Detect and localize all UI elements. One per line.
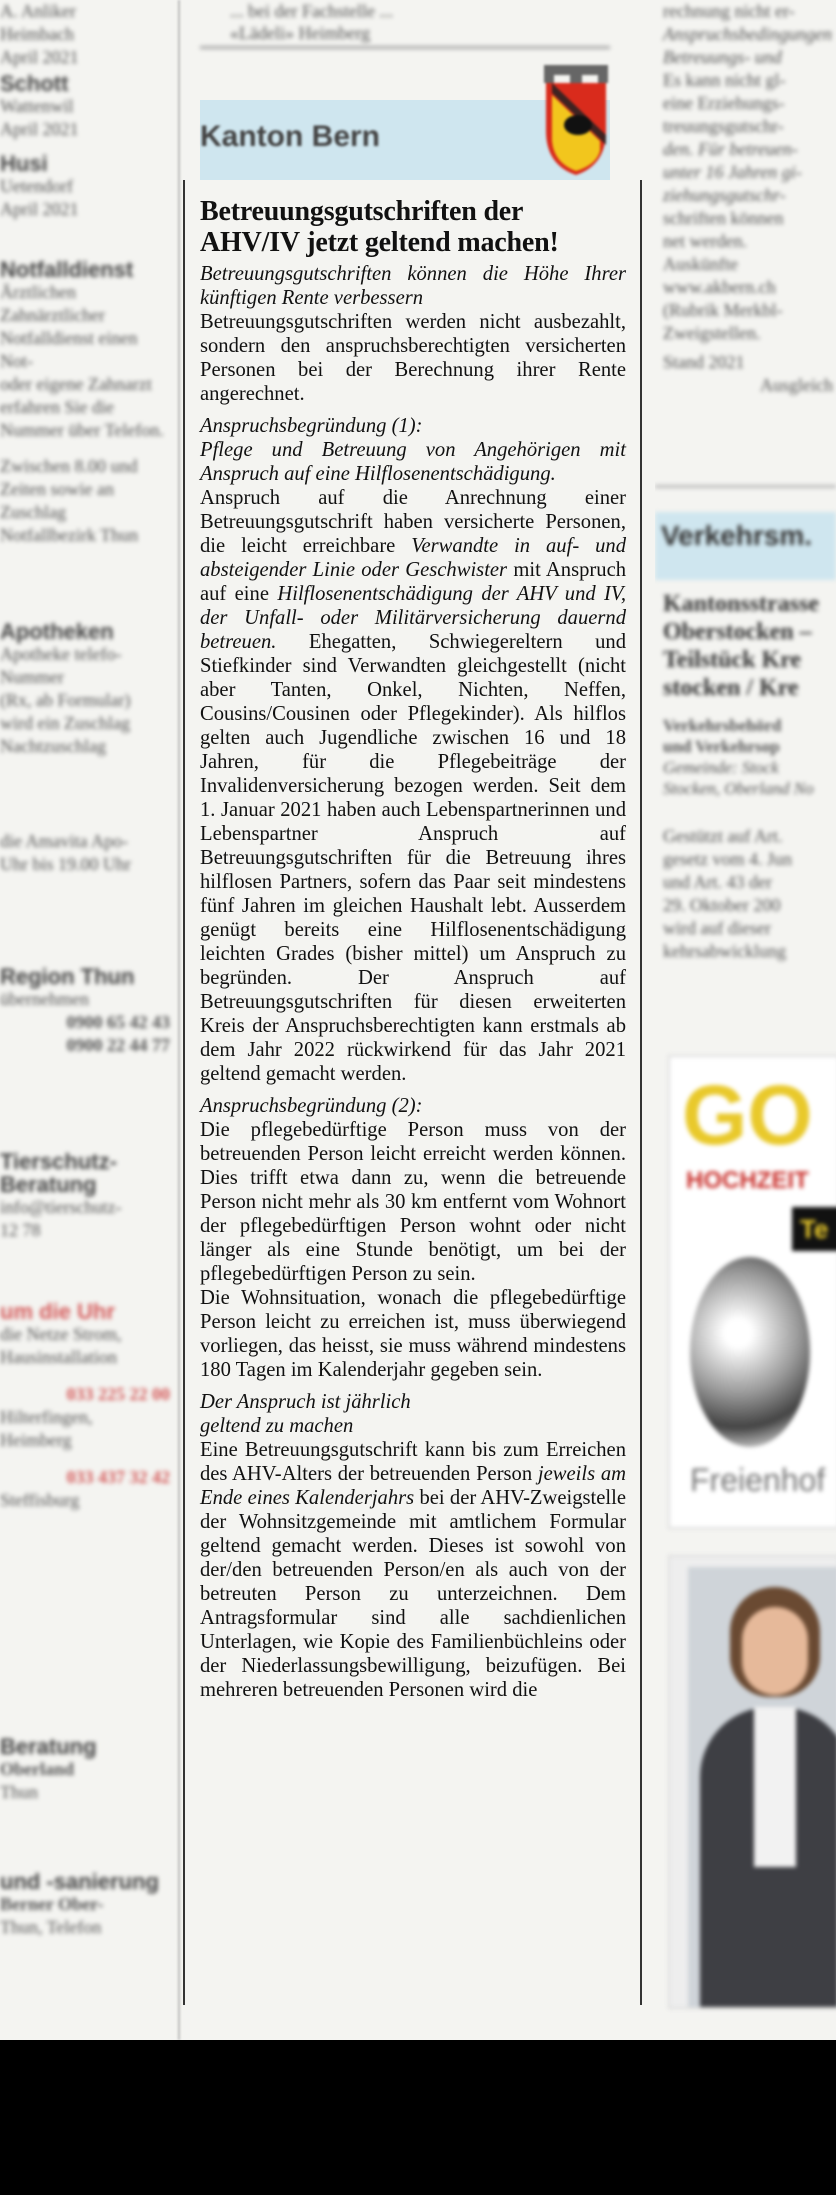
right-line: rechnung nicht er- (663, 1, 795, 21)
text-run: bei der AHV-Zweigstelle der Wohnsitzgemeinde mit amtlichem Formular geltend gemacht werden. Dieses ist sowohl von der/den betreuenden Person/en als auch von der betreuten Person zu unterzeichnen. Dem Antragsformular sind alle sachdienlichen Unterlagen, wie Kopie des Familienbüchleins oder der Niederlassungsbewilligung, beizufügen. Bei mehreren betreuenden Personen wird die (200, 1487, 626, 1701)
left-line: April 2021 (0, 47, 79, 67)
left-heading: Apotheken (0, 619, 114, 644)
left-line: 0900 22 44 77 (66, 1035, 170, 1055)
left-line: 033 225 22 00 (66, 1384, 170, 1404)
verkehr-title (663, 590, 836, 702)
left-block-9 (0, 1150, 170, 1242)
text-run: Eine Betreuungsgutschrift kann bis zum Erreichen des AHV-Alters der betreuenden Person (200, 1439, 626, 1485)
person-face (742, 1607, 808, 1695)
right-line: gesetz vom 4. Jun (663, 849, 792, 869)
right-line: Anspruchsbedingungen (663, 24, 832, 44)
right-line: ziehungsgutschr- (663, 185, 786, 205)
advertisement-photo[interactable] (668, 1555, 836, 2009)
right-line: wird auf dieser (663, 918, 771, 938)
left-block-7 (0, 830, 170, 876)
advertisement-jewellery[interactable] (668, 1055, 836, 1529)
left-line: Notfallbezirk Thun (0, 525, 139, 545)
left-block-11 (0, 1735, 170, 1804)
right-line: Verkehrsbehörd (663, 716, 782, 735)
left-heading: um die Uhr (0, 1299, 115, 1324)
left-block-5 (0, 455, 170, 547)
right-line: Kantonsstrasse (663, 591, 820, 617)
left-line: Zwischen 8.00 und (0, 456, 138, 476)
right-line: den. Für betreuen- (663, 139, 798, 159)
article-paragraph: Die Wohnsituation, wonach die pflegebedürftige Person leicht zu erreichen ist, muss überwiegend vorliegen, das heisst, sie muss während mindestens 180 Tagen im Kalenderjahr gegeben sein. (200, 1287, 626, 1381)
left-line: Wattenwil (0, 96, 74, 116)
right-line: Auskünfte (663, 254, 738, 274)
kanton-label: Kanton Bern (200, 120, 380, 153)
right-line: und Verkehrsop (663, 737, 780, 756)
left-line: Heimbach (0, 24, 74, 44)
right-line: kehrsabwicklung (663, 941, 786, 961)
left-block-12 (0, 1870, 170, 1939)
left-line: Notfalldienst einen Not- (0, 328, 138, 371)
left-line: April 2021 (0, 199, 79, 219)
left-line: Uetendorf (0, 176, 73, 196)
left-heading: Beratung (0, 1734, 97, 1759)
left-line: Zeiten sowie an (0, 479, 114, 499)
verkehr-header-bar (655, 512, 836, 580)
left-line: April 2021 (0, 119, 79, 139)
left-block-1 (0, 0, 170, 69)
article-paragraph: Betreuungsgutschriften werden nicht ausbezahlt, sondern den anspruchsberechtigten versicherten Personen bei der Berechnung ihrer Rente angerechnet. (200, 311, 626, 405)
left-line: Nummer (0, 667, 64, 687)
article-left-rule (183, 180, 185, 2005)
left-line: Ärztlichen Zahnärztlicher (0, 282, 105, 325)
right-line: www.akbern.ch (663, 277, 776, 297)
right-line: Es kann nicht gl- (663, 70, 786, 90)
left-line: Nachtzuschlag (0, 736, 106, 756)
article-subheading: geltend zu machen (200, 1415, 354, 1437)
verkehr-label: Verkehrsm. (661, 520, 812, 551)
right-line: net werden. (663, 231, 747, 251)
column-divider (178, 0, 180, 2040)
left-line: (Rx, ab Formular) (0, 690, 131, 710)
left-line: Nummer über Telefon. (0, 420, 164, 440)
right-line: Ausgleich (760, 375, 833, 395)
right-line: Betreuungs- und (663, 47, 782, 67)
left-line: Hilterfingen, (0, 1407, 93, 1427)
article-paragraph (200, 486, 626, 1086)
top-fragment-line: «Lädeli» Heimberg (230, 23, 371, 43)
left-heading: Region Thun (0, 964, 135, 989)
verkehr-subtitle (663, 715, 836, 799)
left-block-2 (0, 72, 170, 141)
verkehr-text (663, 825, 836, 963)
right-line: und Art. 43 der (663, 872, 772, 892)
article-subheading: Anspruchsbegründung (1): (200, 415, 423, 437)
left-line: info@tierschutz- (0, 1197, 122, 1217)
left-column (0, 0, 170, 2040)
text-run: Verwandte in auf- und absteigender Linie oder Geschwister (200, 535, 626, 581)
article-subheading: Der Anspruch ist jährlich (200, 1391, 411, 1413)
left-line: A. Anliker (0, 1, 76, 21)
right-line: Zweigstellen. (663, 323, 761, 343)
left-line: Steffisburg (0, 1490, 80, 1510)
left-line: Uhr bis 19.00 Uhr (0, 854, 131, 874)
article-subheading: Anspruchsbegründung (2): (200, 1095, 423, 1117)
article-right-rule (640, 180, 642, 2005)
right-line: (Rubrik Merkbl- (663, 300, 783, 320)
bern-coat-of-arms-icon (540, 65, 612, 177)
right-text-block (663, 0, 836, 397)
right-line: schriften können (663, 208, 784, 228)
article-paragraph (200, 1438, 626, 1702)
left-block-4 (0, 258, 170, 442)
text-run: Anspruch auf die Anrechnung einer Betreuungsgutschrift haben versicherte Personen, die leicht erreichbare (200, 487, 626, 557)
left-line: Thun (0, 1782, 38, 1802)
article-lead: Betreuungsgutschriften können die Höhe Ihrer künftigen Rente verbessern (200, 263, 626, 309)
top-divider (200, 46, 610, 49)
right-line: treuungsgutschr- (663, 116, 784, 136)
left-line: Heimberg (0, 1430, 72, 1450)
text-run: mit Anspruch auf eine (200, 559, 627, 605)
right-divider (655, 485, 836, 488)
left-heading: Notfalldienst (0, 257, 134, 282)
left-heading: Husi (0, 151, 48, 176)
left-heading: und -sanierung (0, 1869, 159, 1894)
right-line: Gemeinde: Stock (663, 758, 779, 777)
article (200, 196, 626, 1702)
right-line: eine Erziehungs- (663, 93, 785, 113)
left-line: übernehmen (0, 989, 89, 1009)
ad-subline: HOCHZEIT (686, 1167, 809, 1194)
right-line: Gestützt auf Art. (663, 826, 783, 846)
text-run: jeweils am Ende eines Kalenderjahrs (200, 1463, 627, 1509)
left-heading: Tierschutz-Beratung (0, 1149, 117, 1197)
left-line: die Netze Strom, (0, 1324, 122, 1344)
left-line: Thun, Telefon (0, 1917, 102, 1937)
left-line: Berner Ober- (0, 1894, 104, 1914)
top-fragment-line: ... bei der Fachstelle ... (230, 1, 393, 21)
right-line: stocken / Kre (663, 675, 799, 701)
left-line: Oberland (0, 1759, 75, 1779)
article-subheading: Pflege und Betreuung von Angehörigen mit Anspruch auf eine Hilflosenentschädigung. (200, 439, 626, 485)
right-line: Teilstück Kre (663, 647, 802, 673)
right-line: 29. Oktober 200 (663, 895, 781, 915)
left-line: erfahren Sie die (0, 397, 114, 417)
left-line: Zuschlag (0, 502, 66, 522)
article-paragraph: Die pflegebedürftige Person muss von der betreuenden Person leicht erreicht werden können. Dies trifft etwa dann zu, wenn die betreuende Person nicht mehr als 30 km entfernt vom Wohnort der pflegebedürftigen Person wohnt oder nicht länger als eine Stunde benötigt, um bei der pflegebedürftigen Person zu sein. (200, 1119, 626, 1285)
left-block-3 (0, 152, 170, 221)
right-line: Stocken, Oberland No (663, 779, 814, 798)
ad-tag: Te (792, 1207, 836, 1251)
left-block-10 (0, 1300, 170, 1512)
left-line: die Amavita Apo- (0, 831, 128, 851)
top-fragment (230, 0, 610, 44)
ring-image (690, 1257, 810, 1447)
left-block-6 (0, 620, 170, 758)
left-line: Apotheke telefo- (0, 644, 122, 664)
left-line: 12 78 (0, 1220, 41, 1240)
right-line: Oberstocken – (663, 619, 812, 645)
right-line: unter 16 Jahren gi- (663, 162, 802, 182)
text-run: Hilflosenentschädigung der AHV und IV, der Unfall- oder Militärversicherung dauernd betreuen. (200, 583, 626, 653)
left-heading: Schott (0, 71, 69, 96)
text-run: Ehegatten, Schwiegereltern und Stiefkinder sind Verwandten gleichgestellt (nicht aber Tanten, Onkel, Nichten, Neffen, Cousins/Cousinen oder Pflegekinder). Als hilflos gelten auch Jugendliche zwischen 16 und 18 Jahren, für die Pflegebeiträge der Invalidenversicherung bezogen werden. Seit dem 1. Januar 2021 haben auch Lebenspartnerinnen und Lebenspartner Anspruch auf Betreuungsgutschriften für die Betreuung ihres hilflosen Partners, sofern das Paar seit mindestens fünf Jahren im gleichen Haushalt lebt. Ausserdem genügt bereits eine Hilflosenentschädigung leichten Grades (bisher mittel) um Anspruch zu begründen. Der Anspruch auf Betreuungsgutschriften für diesen erweiterten Kreis der Anspruchsberechtigten kann erstmals ab dem Jahr 2022 rückwirkend für das Jahr 2021 geltend gemacht werden. (200, 631, 626, 1085)
left-line: wird ein Zuschlag (0, 713, 130, 733)
ad-footer: Freienhof (690, 1462, 826, 1498)
person-shirt (754, 1707, 796, 1867)
right-line: Stand 2021 (663, 352, 745, 372)
left-block-8 (0, 965, 170, 1057)
left-line: 033 437 32 42 (66, 1467, 170, 1487)
left-line: 0900 65 42 43 (66, 1012, 170, 1032)
left-line: Hausinstallation (0, 1347, 117, 1367)
ad-headline: GO (682, 1068, 813, 1162)
left-line: oder eigene Zahnarzt (0, 374, 152, 394)
article-title: Betreuungsgutschriften der AHV/IV jetzt geltend machen! (200, 196, 559, 258)
